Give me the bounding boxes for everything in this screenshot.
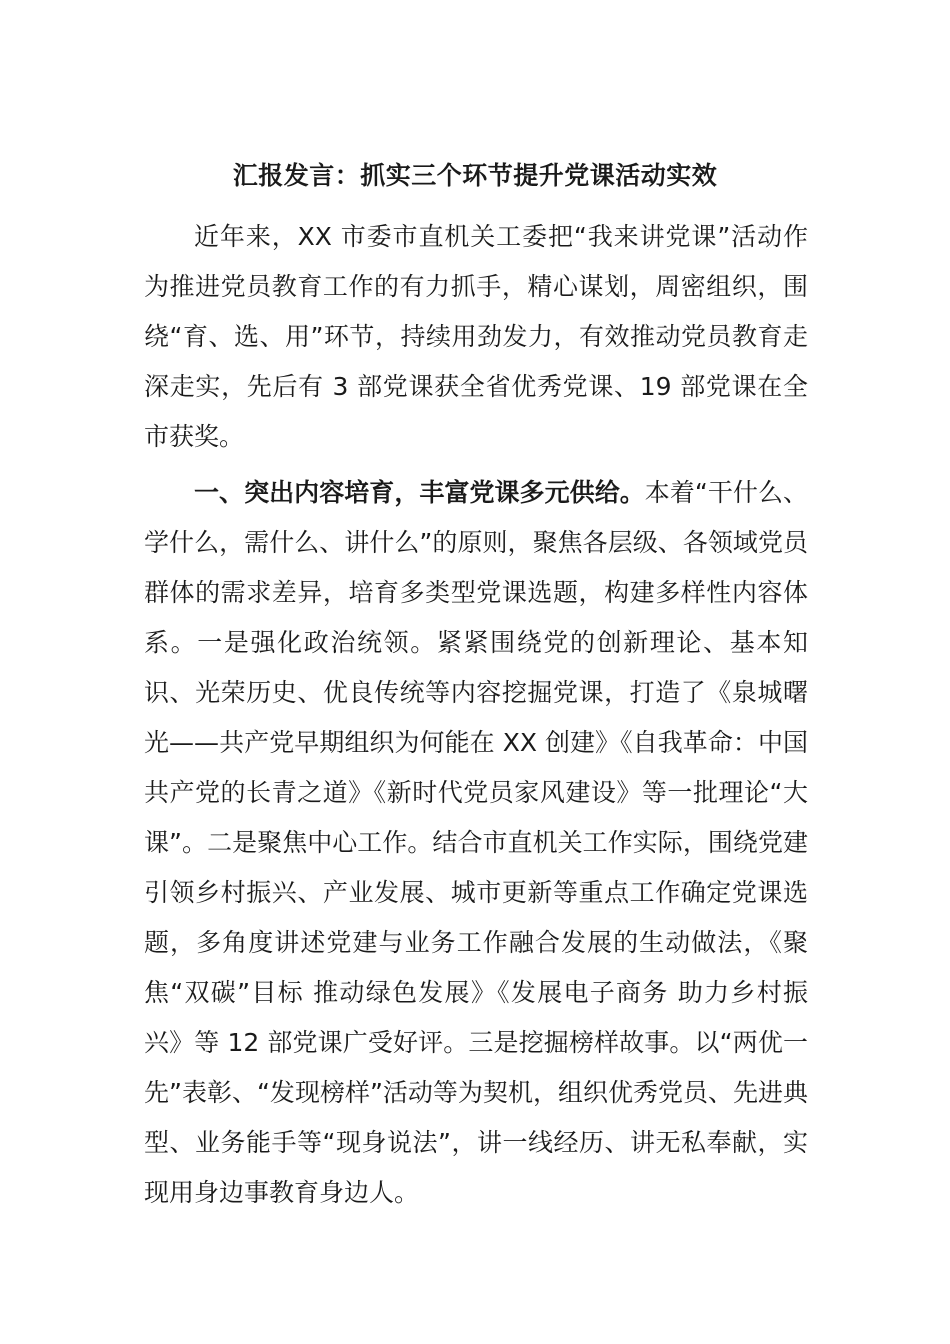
section-one-text: 本着“干什么、学什么，需什么、讲什么”的原则，聚焦各层级、各领域党员群体的需求差异，培育多类型党课选题，构建多样性内容体系。一是强化政治统领。紧紧围绕党的创新理论、基本知识、光荣历史、优良传统等内容挖掘党课，打造了《泉城曙光——共产党早期组织为何能在 XX 创建》《自我革命：中国共产党的长青之道》《新时代党员家风建设》等一批理论“大课”。二是聚焦中心工作。结合市直机关工作实际，围绕党建引领乡村振兴、产业发展、城市更新等重点工作确定党课选题，多角度讲述党建与业务工作融合发展的生动做法，《聚焦“双碳”目标 推动绿色发展》《发展电子商务 助力乡村振兴》等 12 部党课广受好评。三是挖掘榜样故事。以“两优一先”表彰、“发现榜样”活动等为契机，组织优秀党员、先进典型、业务能手等“现身说法”，讲一线经历、讲无私奉献，实现用身边事教育身边人。 [144,478,808,1207]
paragraph-section-one [144,468,808,1218]
document-title: 汇报发言：抓实三个环节提升党课活动实效 [232,161,718,190]
paragraph-intro-text: 近年来，XX 市委市直机关工委把“我来讲党课”活动作为推进党员教育工作的有力抓手，精心谋划，周密组织，围绕“育、选、用”环节，持续用劲发力，有效推动党员教育走深走实，先后有 3 部党课获全省优秀党课、19 部党课在全市获奖。 [144,222,808,451]
section-one-heading: 一、突出内容培育，丰富党课多元供给。 [194,478,645,507]
paragraph-intro [144,212,808,462]
